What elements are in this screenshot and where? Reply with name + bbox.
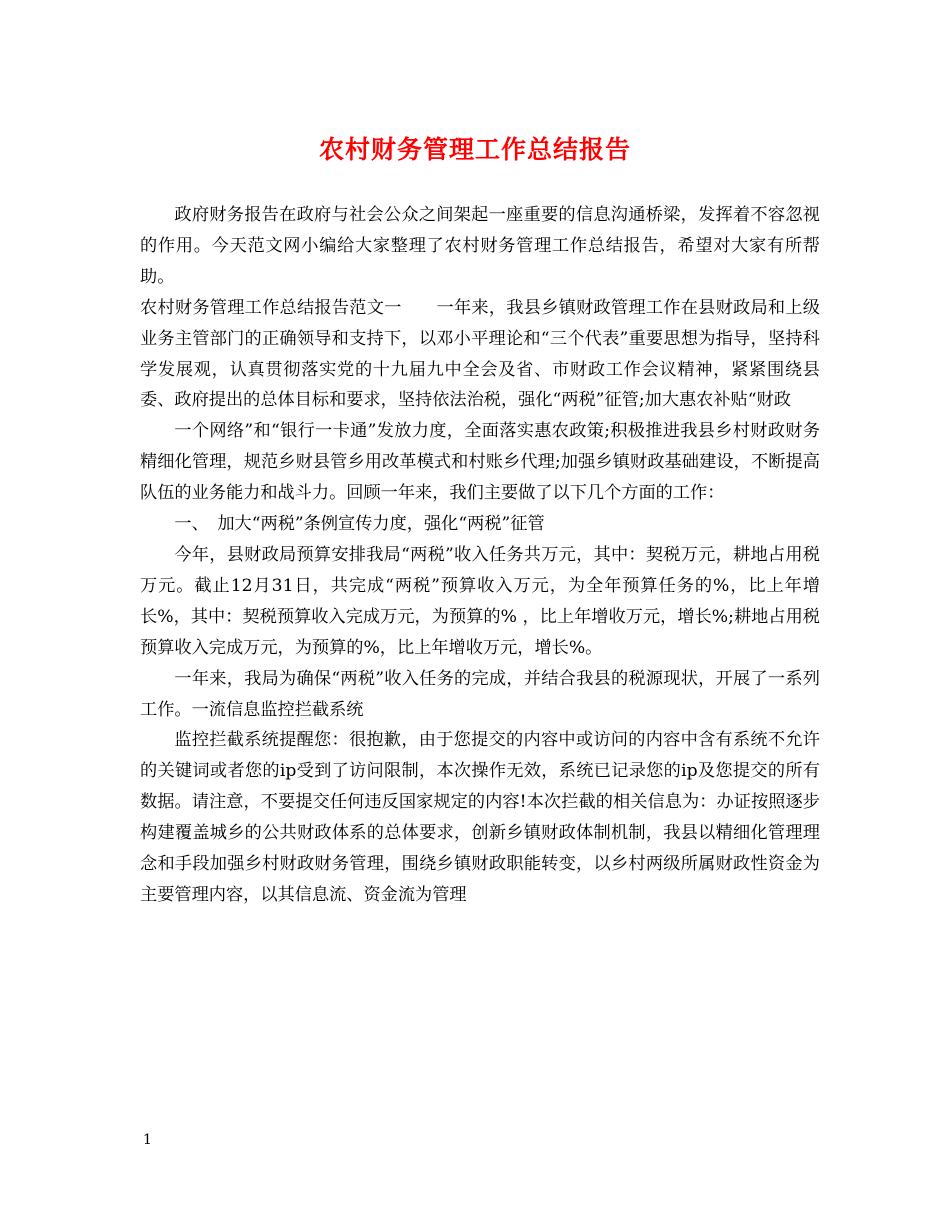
paragraph-sample-one: 农村财务管理工作总结报告范文一 一年来，我县乡镇财政管理工作在县财政局和上级业务主管部门的正确领导和支持下，以邓小平理论和“三个代表”重要思想为指导，坚持科学发展观，认真贯彻落实党的十九届九中全会及省、市财政工作会议精神，紧紧围绕县委、政府提出的总体目标和要求，坚持依法治税，强化“两税”征管;加大惠农补贴“财政: [140, 297, 820, 411]
page-number: 1: [143, 1132, 152, 1148]
paragraph-network: 一个网络”和“银行一卡通”发放力度，全面落实惠农政策;积极推进我县乡村财政财务精细化管理，规范乡财县管乡用改革模式和村账乡代理;加强乡镇财政基础建设，不断提高队伍的业务能力和战斗力。回顾一年来，我们主要做了以下几个方面的工作：: [140, 421, 820, 504]
paragraph-intro: 政府财务报告在政府与社会公众之间架起一座重要的信息沟通桥梁，发挥着不容忽视的作用。今天范文网小编给大家整理了农村财务管理工作总结报告，希望对大家有所帮助。: [140, 205, 820, 287]
paragraph-tax-figures: 今年，县财政局预算安排我局“两税”收入任务共万元，其中：契税万元，耕地占用税万元。截止12月31日，共完成“两税”预算收入万元，为全年预算任务的%，比上年增长%，其中：契税预算收入完成万元，为预算的% ，比上年增收万元，增长%;耕地占用税预算收入完成万元，为预算的%，比上年增收万元，增长%。: [140, 544, 820, 658]
paragraph-year-work: 一年来，我局为确保“两税”收入任务的完成，并结合我县的税源现状，开展了一系列工作。一流信息监控拦截系统: [140, 668, 820, 720]
section-heading-one: 一、 加大“两税”条例宣传力度，强化“两税”征管: [174, 514, 545, 535]
document-body: [140, 200, 820, 911]
paragraph-system-notice: 监控拦截系统提醒您：很抱歉，由于您提交的内容中或访问的内容中含有系统不允许的关键词或者您的ip受到了访问限制，本次操作无效，系统已记录您的ip及您提交的所有数据。请注意，不要提交任何违反国家规定的内容!本次拦截的相关信息为：办证按照逐步构建覆盖城乡的公共财政体系的总体要求，创新乡镇财政体制机制，我县以精细化管理理念和手段加强乡村财政财务管理，围绕乡镇财政职能转变，以乡村两级所属财政性资金为主要管理内容，以其信息流、资金流为管理: [140, 730, 820, 905]
document-title: 农村财务管理工作总结报告: [318, 135, 631, 164]
